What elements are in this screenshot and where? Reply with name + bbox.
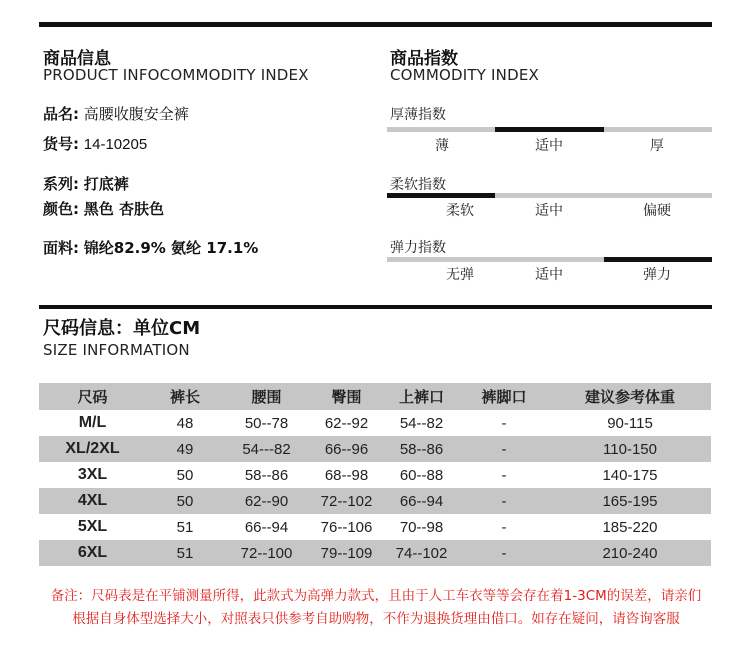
field-label: 品名:	[43, 105, 79, 123]
field-name	[43, 103, 189, 124]
size-info-subtitle: SIZE INFORMATION	[43, 341, 190, 359]
size-note: 备注：尺码表是在平铺测量所得，此款式为高弹力款式，且由于人工车衣等等会存在着1-3CM的误差，请亲们根据自身体型选择大小，对照表只供参考自助购物，不作为退换货理由借口。如存在疑问，请咨询客服	[50, 588, 702, 627]
table-cell: 58--86	[244, 466, 289, 484]
table-cell: -	[501, 466, 507, 484]
table-cell: 54---82	[224, 436, 309, 462]
option-thin: 薄	[435, 138, 449, 154]
table-header-row	[39, 383, 711, 410]
table-cell: -	[459, 540, 549, 566]
field-value: 锦纶82.9% 氨纶 17.1%	[83, 239, 259, 257]
section-divider	[39, 305, 712, 309]
field-color	[43, 198, 164, 219]
table-cell: 72--102	[309, 488, 384, 514]
table-cell: 50	[176, 466, 194, 484]
column-header: 裤长	[146, 383, 224, 410]
field-label: 货号:	[43, 135, 79, 153]
table-cell: -	[459, 488, 549, 514]
option-stretch: 弹力	[643, 267, 671, 283]
table-row	[39, 514, 711, 540]
column-header: 腰围	[224, 383, 309, 410]
table-cell: 51	[146, 540, 224, 566]
softness-index-label: 柔软指数	[390, 177, 446, 193]
softness-index-selected	[387, 193, 495, 198]
table-cell: 66--96	[309, 436, 384, 462]
table-cell: XL/2XL	[39, 436, 146, 462]
table-cell: 5XL	[77, 518, 108, 535]
field-fabric	[43, 237, 258, 258]
table-cell: 54--82	[399, 414, 444, 432]
option-no-stretch: 无弹	[446, 267, 474, 283]
field-label: 颜色:	[43, 200, 79, 218]
table-cell: 79--109	[309, 540, 384, 566]
table-cell: 62--92	[324, 414, 369, 432]
table-cell: 62--90	[224, 488, 309, 514]
field-value: 打底裤	[83, 175, 129, 193]
thickness-index-label: 厚薄指数	[390, 107, 446, 123]
option-firm: 偏硬	[643, 203, 671, 219]
table-cell: 165-195	[549, 488, 711, 514]
table-cell: 66--94	[384, 488, 459, 514]
table-cell: 74--102	[384, 540, 459, 566]
elasticity-index-label: 弹力指数	[390, 240, 446, 256]
column-header: 裤脚口	[459, 383, 549, 410]
column-header: 臀围	[309, 383, 384, 410]
top-divider	[39, 22, 712, 27]
table-cell: 90-115	[607, 414, 653, 432]
table-row	[39, 410, 711, 436]
table-cell: 140-175	[602, 466, 658, 484]
table-cell: 50	[146, 488, 224, 514]
size-table	[39, 383, 711, 566]
table-cell: 110-150	[549, 436, 711, 462]
option-soft: 柔软	[446, 203, 474, 219]
product-info-subtitle: PRODUCT INFOCOMMODITY INDEX	[43, 66, 309, 84]
column-header: 建议参考体重	[549, 383, 711, 410]
table-cell: 48	[176, 414, 194, 432]
field-label: 面料:	[43, 239, 79, 257]
option-medium: 适中	[535, 138, 563, 154]
table-cell: 51	[176, 518, 194, 536]
table-cell: 210-240	[549, 540, 711, 566]
table-cell: 6XL	[39, 540, 146, 566]
thickness-index-selected	[495, 127, 604, 132]
table-cell: 49	[146, 436, 224, 462]
table-row	[39, 540, 711, 566]
table-row	[39, 436, 711, 462]
field-item-number	[43, 133, 147, 154]
table-cell: -	[501, 414, 507, 432]
column-header: 尺码	[39, 383, 146, 410]
product-info-title: 商品信息	[43, 49, 111, 69]
table-cell: 70--98	[399, 518, 444, 536]
field-value: 高腰收腹安全裤	[83, 105, 189, 123]
field-value: 14-10205	[83, 136, 148, 153]
elasticity-index-selected	[604, 257, 712, 262]
size-info-title: 尺码信息：单位CM	[43, 318, 201, 339]
table-cell: 58--86	[384, 436, 459, 462]
table-cell: -	[459, 436, 549, 462]
table-cell: 72--100	[224, 540, 309, 566]
table-cell: 68--98	[324, 466, 369, 484]
table-row	[39, 462, 711, 488]
table-cell: 185-220	[602, 518, 658, 536]
commodity-index-title: 商品指数	[390, 49, 458, 69]
field-series	[43, 173, 129, 194]
field-value: 黑色 杏肤色	[83, 200, 165, 218]
field-label: 系列:	[43, 175, 79, 193]
option-medium: 适中	[535, 203, 563, 219]
table-cell: 4XL	[39, 488, 146, 514]
table-cell: 76--106	[320, 518, 373, 536]
table-row	[39, 488, 711, 514]
option-medium: 适中	[535, 267, 563, 283]
commodity-index-subtitle: COMMODITY INDEX	[390, 66, 539, 84]
column-header: 上裤口	[384, 383, 459, 410]
table-cell: 50--78	[244, 414, 289, 432]
option-thick: 厚	[650, 138, 664, 154]
table-cell: 66--94	[244, 518, 289, 536]
table-cell: M/L	[78, 414, 107, 431]
table-cell: -	[501, 518, 507, 536]
table-cell: 3XL	[77, 466, 108, 483]
table-cell: 60--88	[399, 466, 444, 484]
